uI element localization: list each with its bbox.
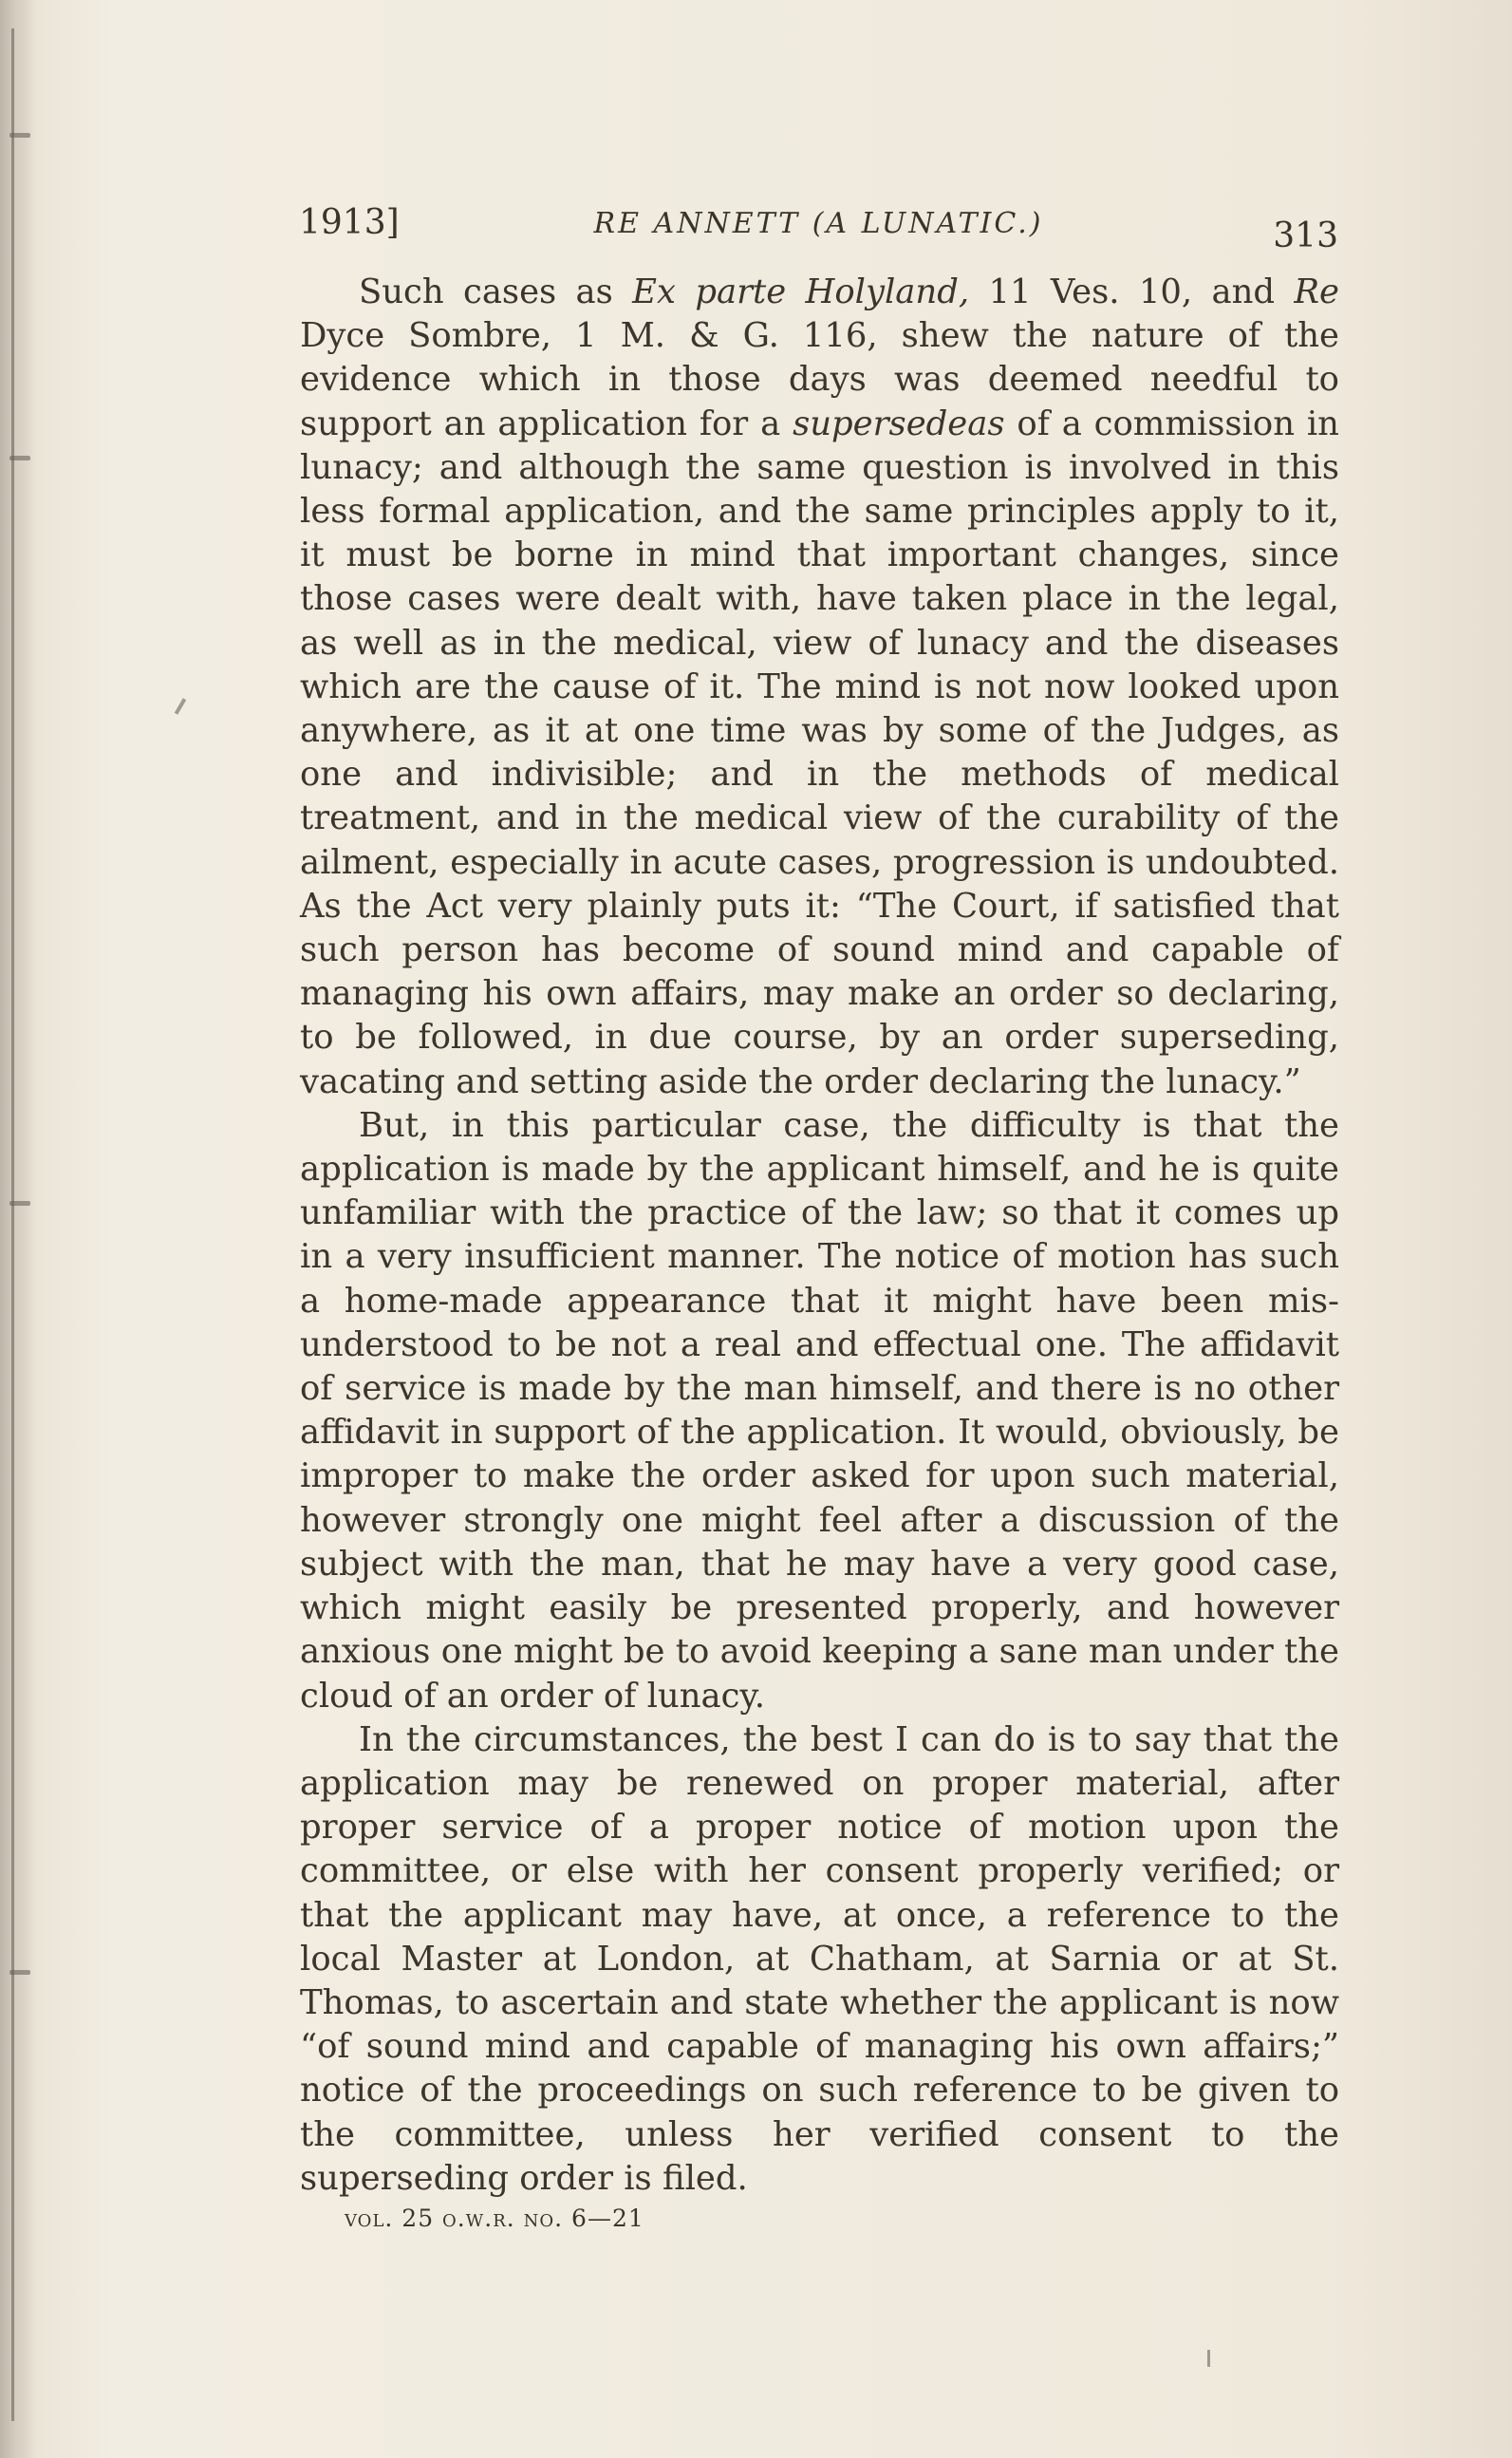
paragraph: [300, 1718, 1339, 2201]
italic-text-run: supersedeas: [793, 403, 1005, 443]
italic-text-run: Ex parte Holyland,: [632, 272, 970, 311]
paragraph: [300, 271, 1339, 1104]
paragraph: [300, 1104, 1339, 1718]
header-year: 1913]: [299, 203, 400, 242]
text-run: of a commission in lunacy; and although the same question is involved in this less formal application, and the same principles apply to it, it must be borne in mind that important changes, since those cases were dealt with, have taken place in the legal, as well as in the medical, view of lunacy and the diseases which are the cause of it. The mind is not now looked upon anywhere, as it at one time was by some of the Judges, as one and indivisible; and in the methods of medical treatment, and in the medical view of the curability of the ailment, especially in acute cases, progression is undoubted. As the Act very plainly puts it: “The Court, if satisfied that such person has become of sound mind and capable of managing his own affairs, may make an order so declaring, to be followed, in due course, by an order superseding, vacating and setting aside the order declaring the lunacy.”: [300, 403, 1339, 1101]
text-run: Dyce Sombre, 1 M. & G. 116, shew the nature of the evidence which in those days was deemed needful to support an application for a: [300, 316, 1339, 443]
running-title: RE ANNETT (A LUNATIC.): [593, 207, 1044, 240]
binding-line: [11, 28, 14, 2421]
binding-mark: [9, 1970, 30, 1975]
binding-mark: [9, 133, 30, 138]
page-number: 313: [1273, 216, 1338, 255]
body-text: [300, 271, 1339, 2201]
text-run: In the circumstances, the best I can do is to say that the application may be renewed on proper material, after proper service of a proper notice of motion upon the committee, or else with her consent properly verified; or that the applicant may have, at once, a reference to the local Master at London, at Chatham, at Sarnia or at St. Thomas, to ascertain and state whether the applicant is now “of sound mind and capable of managing his own affairs;” notice of the proceedings on such reference to be given to the committee, unless her verified consent to the superseding order is filed.: [300, 1719, 1339, 2198]
text-run: Such cases as: [359, 272, 633, 311]
pencil-mark: [1207, 2350, 1210, 2367]
signature-mark: vol. 25 o.w.r. no. 6—21: [345, 2205, 644, 2232]
page-header: [299, 203, 1338, 260]
italic-text-run: Re: [1294, 272, 1339, 311]
binding-mark: [9, 1201, 30, 1206]
text-run: But, in this particular case, the difficulty is that the application is made by the applicant himself, and he is quite unfamiliar with the practice of the law; so that it comes up in a very insufficient manner. The notice of motion has such a home-made appearance that it might have been misunderstood to be not a real and effectual one. The affidavit of service is made by the man himself, and there is no other affidavit in support of the application. It would, obviously, be improper to make the order asked for upon such material, however strongly one might feel after a discussion of the subject with the man, that he may have a very good case, which might easily be presented properly, and however anxious one might be to avoid keeping a sane man under the cloud of an order of lunacy.: [300, 1105, 1339, 1716]
text-run: 11 Ves. 10, and: [969, 272, 1295, 311]
pencil-mark: [175, 698, 186, 715]
binding-mark: [9, 456, 30, 460]
binding-edge: [0, 0, 36, 2458]
